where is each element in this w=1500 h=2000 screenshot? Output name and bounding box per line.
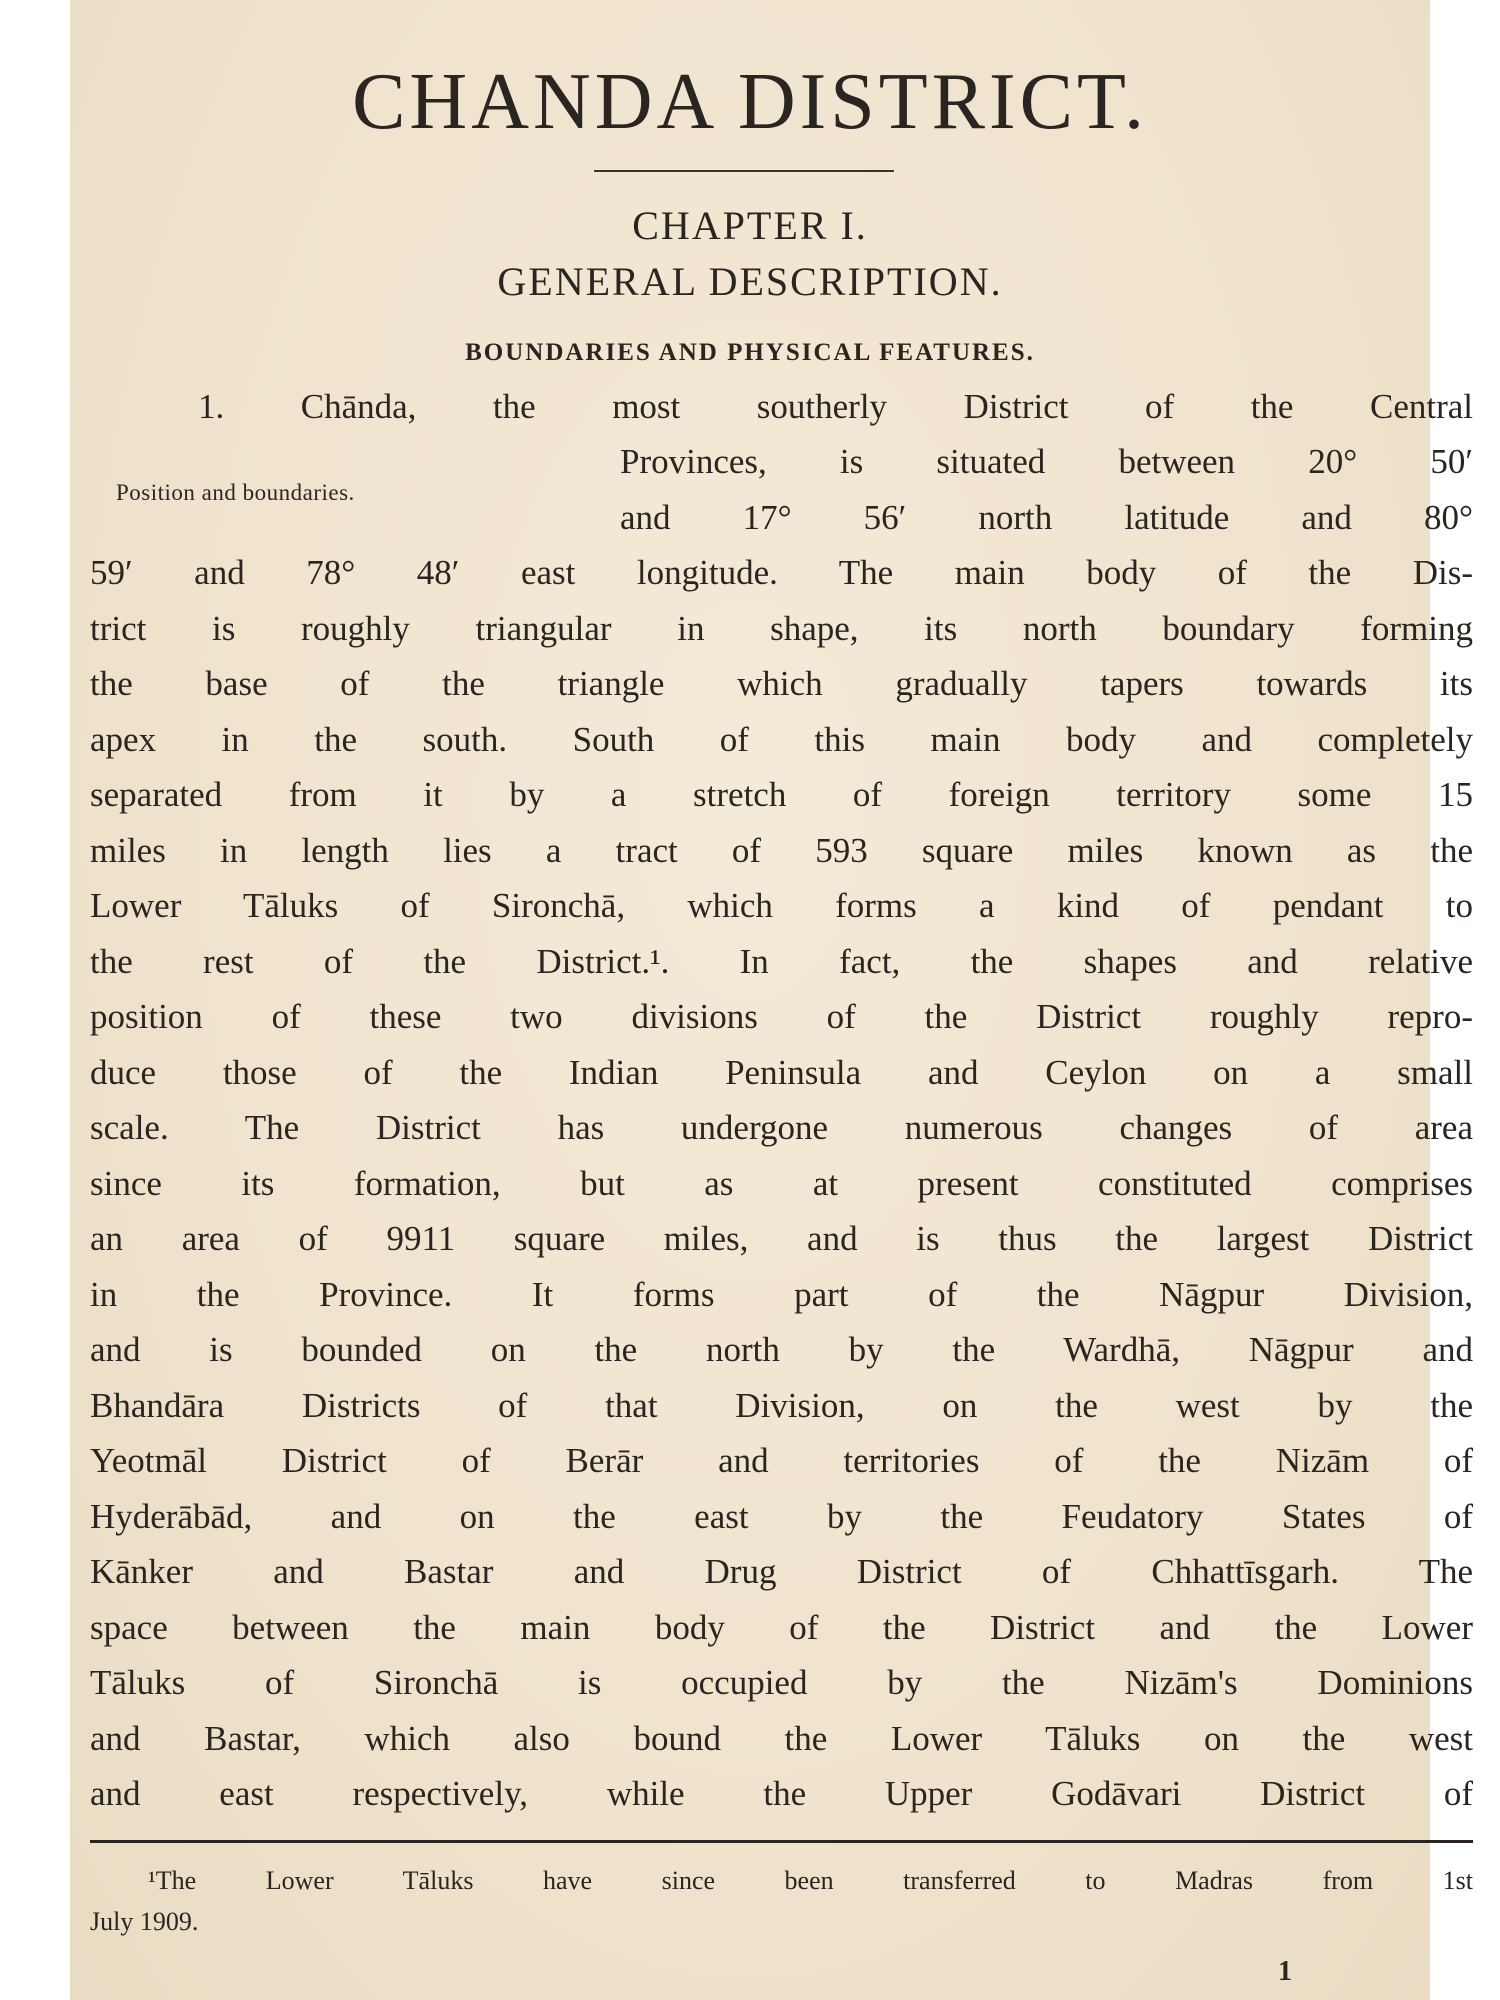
margin-note: Position and boundaries. (116, 480, 355, 505)
text-line: scale. The District has undergone numerous changes of area (90, 1108, 1473, 1147)
text-line: Hyderābād, and on the east by the Feudatory States of (90, 1497, 1473, 1536)
text-line: an area of 9911 square miles, and is thus the largest District (90, 1219, 1473, 1258)
text-line: separated from it by a stretch of foreign territory some 15 (90, 775, 1473, 814)
text-line: miles in length lies a tract of 593 square miles known as the (90, 831, 1473, 870)
text-line: Yeotmāl District of Berār and territories of the Nizām of (90, 1441, 1473, 1480)
text-line: Bhandāra Districts of that Division, on the west by the (90, 1386, 1473, 1425)
text-line: and Bastar, which also bound the Lower Tāluks on the west (90, 1719, 1473, 1758)
footnote-divider (90, 1840, 1473, 1843)
text-line: Provinces, is situated between 20° 50′ (620, 442, 1473, 481)
text-line: trict is roughly triangular in shape, its north boundary forming (90, 609, 1473, 648)
section-heading: GENERAL DESCRIPTION. (497, 259, 1003, 304)
text-line: in the Province. It forms part of the Nāgpur Division, (90, 1275, 1473, 1314)
text-line: and east respectively, while the Upper Godāvari District of (90, 1774, 1473, 1813)
subsection-heading: BOUNDARIES AND PHYSICAL FEATURES. (465, 339, 1035, 366)
text-line: space between the main body of the District and the Lower (90, 1608, 1473, 1647)
text-line: and is bounded on the north by the Wardhā, Nāgpur and (90, 1330, 1473, 1369)
text-line: Kānker and Bastar and Drug District of Chhattīsgarh. The (90, 1552, 1473, 1591)
text-line: duce those of the Indian Peninsula and Ceylon on a small (90, 1053, 1473, 1092)
footnote: ¹The Lower Tāluks have since been transferred to Madras from 1st (148, 1866, 1473, 1895)
title-divider (594, 170, 894, 172)
text-line: since its formation, but as at present constituted comprises (90, 1164, 1473, 1203)
text-line: and 17° 56′ north latitude and 80° (620, 498, 1473, 537)
text-line: 59′ and 78° 48′ east longitude. The main body of the Dis- (90, 553, 1473, 592)
text-line: 1. Chānda, the most southerly District of the Central (198, 387, 1473, 426)
text-line: position of these two divisions of the District roughly repro- (90, 997, 1473, 1036)
text-line: Tāluks of Sironchā is occupied by the Nizām's Dominions (90, 1663, 1473, 1702)
footnote-continuation: July 1909. (90, 1907, 199, 1936)
text-line: the base of the triangle which gradually tapers towards its (90, 664, 1473, 703)
chapter-heading: CHAPTER I. (632, 203, 868, 248)
text-line: the rest of the District.¹. In fact, the shapes and relative (90, 942, 1473, 981)
text-line: Lower Tāluks of Sironchā, which forms a kind of pendant to (90, 886, 1473, 925)
document-page (70, 0, 1473, 2000)
page-title: CHANDA DISTRICT. (352, 58, 1148, 146)
text-line: apex in the south. South of this main body and completely (90, 720, 1473, 759)
page-number: 1 (1278, 1956, 1292, 1987)
